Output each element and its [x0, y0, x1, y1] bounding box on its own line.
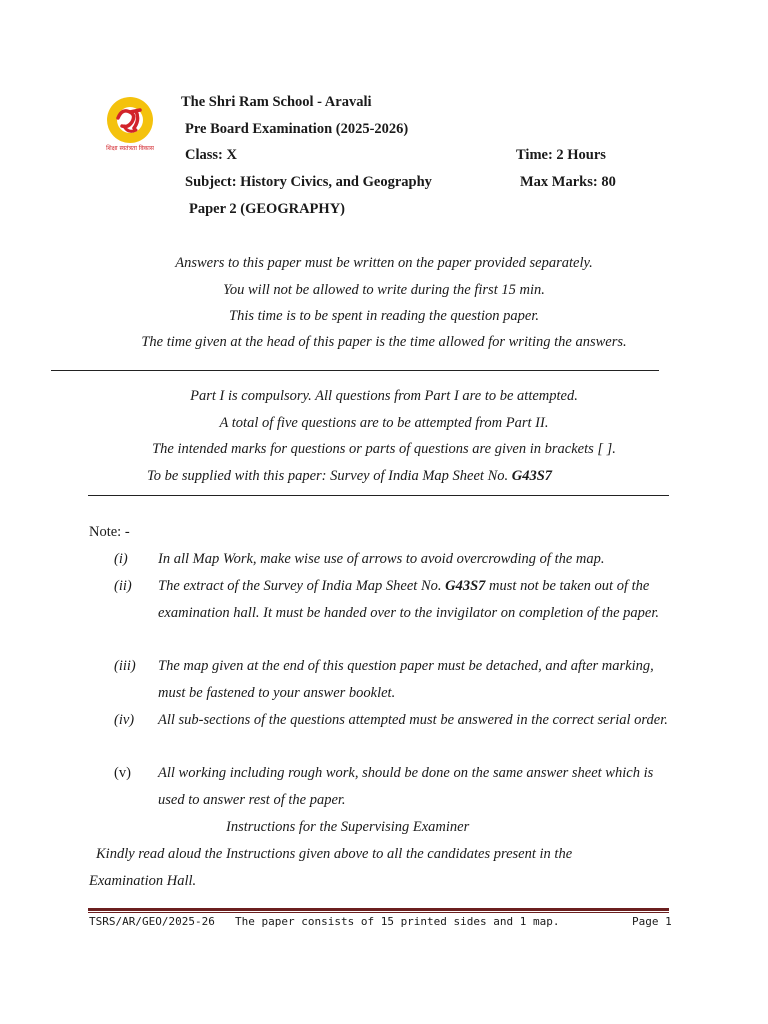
instruction-line: This time is to be spent in reading the question paper. — [229, 308, 539, 324]
note-text: All sub-sections of the questions attempted must be answered in the correct serial order. — [158, 712, 668, 728]
instruction-line: Answers to this paper must be written on the paper provided separately. — [175, 255, 593, 271]
divider — [51, 370, 659, 371]
footer-rule-thin — [88, 912, 669, 913]
part-line: Part I is compulsory. All questions from Part I are to be attempted. — [190, 388, 578, 404]
school-logo — [100, 96, 160, 156]
sheet-number: G43S7 — [511, 468, 553, 484]
supervisor-line: Kindly read aloud the Instructions given above to all the candidates present in the — [96, 846, 573, 862]
note-text-post: must not be taken out of the examination hall. It must be handed over to the invigilator on completion of the paper. — [158, 578, 659, 621]
paper-label: Paper 2 (GEOGRAPHY) — [189, 201, 345, 217]
instruction-line: The time given at the head of this paper is the time allowed for writing the answers. — [141, 334, 627, 350]
time-label: Time: 2 Hours — [516, 147, 606, 163]
part-line: A total of five questions are to be attempted from Part II. — [219, 415, 549, 431]
supplied-prefix: To be supplied with this paper: Survey of India Map Sheet No. — [147, 468, 512, 484]
note-number: (iv) — [114, 712, 135, 728]
note-text — [158, 573, 668, 627]
class-label: Class: X — [185, 147, 237, 163]
instruction-line: You will not be allowed to write during the first 15 min. — [223, 282, 545, 298]
footer-rule — [88, 908, 669, 911]
school-name: The Shri Ram School - Aravali — [181, 94, 372, 110]
note-number: (i) — [114, 551, 128, 567]
exam-title: Pre Board Examination (2025-2026) — [185, 121, 409, 137]
supplied-line — [147, 468, 552, 485]
note-number: (v) — [114, 765, 131, 781]
note-text: In all Map Work, make wise use of arrows to avoid overcrowding of the map. — [158, 551, 605, 567]
footer-info: The paper consists of 15 printed sides and 1 map. — [235, 915, 560, 928]
part-line: The intended marks for questions or parts of questions are given in brackets [ ]. — [152, 441, 616, 457]
divider — [88, 495, 669, 496]
page-number: Page 1 — [632, 915, 672, 928]
max-marks: Max Marks: 80 — [520, 174, 616, 190]
sheet-number: G43S7 — [445, 578, 486, 594]
note-number: (ii) — [114, 578, 132, 594]
note-text: The map given at the end of this question paper must be detached, and after marking, must be fastened to your answer booklet. — [158, 658, 654, 701]
note-text: All working including rough work, should be done on the same answer sheet which is used to answer rest of the paper. — [158, 765, 654, 808]
note-number: (iii) — [114, 658, 136, 674]
supervisor-line: Examination Hall. — [89, 873, 197, 889]
note-title: Note: - — [89, 524, 130, 540]
logo-motto: शिक्षा स्वतंत्रता विकास — [106, 145, 154, 152]
footer-code: TSRS/AR/GEO/2025-26 — [89, 915, 215, 928]
supervisor-title: Instructions for the Supervising Examiner — [226, 819, 470, 835]
note-text-pre: The extract of the Survey of India Map Sheet No. — [158, 578, 446, 594]
subject-label: Subject: History Civics, and Geography — [185, 174, 432, 190]
